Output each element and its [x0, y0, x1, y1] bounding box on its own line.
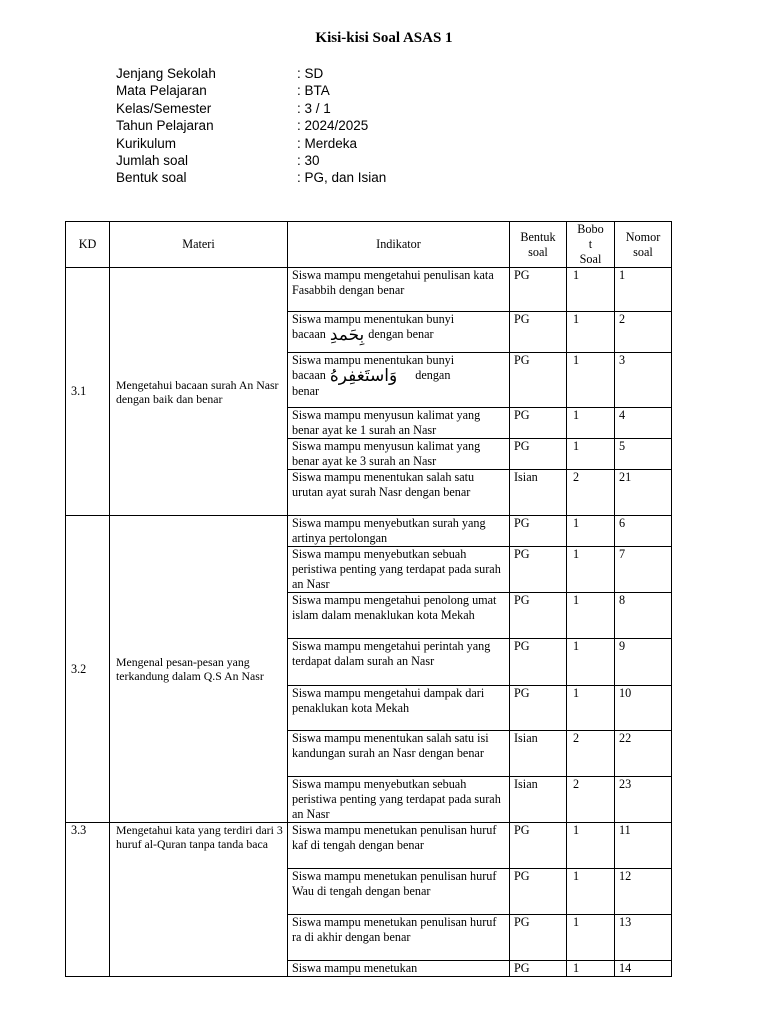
meta-value: : SD [297, 66, 324, 81]
bobot-cell: 1 [567, 593, 615, 639]
table-row [66, 268, 672, 312]
indikator-cell: Siswa mampu mengetahui perintah yang terdapat dalam surah an Nasr [288, 639, 510, 686]
indikator-cell: Siswa mampu menentukan salah satu isi kandungan surah an Nasr dengan benar [288, 731, 510, 777]
header-bobot: Bobo t Soal [567, 222, 615, 268]
meta-label: Jenjang Sekolah [116, 66, 216, 81]
nomor-cell: 2 [615, 312, 672, 353]
header-kd: KD [66, 222, 110, 268]
indikator-cell: Siswa mampu menyebutkan surah yang artinya pertolongan [288, 516, 510, 547]
nomor-cell: 13 [615, 915, 672, 961]
bobot-cell: 2 [567, 470, 615, 516]
bobot-cell: 1 [567, 516, 615, 547]
materi-cell: Mengetahui kata yang terdiri dari 3 huruf al-Quran tanpa tanda baca [110, 823, 288, 977]
indikator-cell: Siswa mampu menentukan bunyi bacaan وَاستَغفِرهُ dengan benar [288, 353, 510, 408]
bentuk-cell: PG [510, 915, 567, 961]
indikator-cell: Siswa mampu mengetahui penolong umat islam dalam menaklukan kota Mekah [288, 593, 510, 639]
bentuk-cell: Isian [510, 777, 567, 823]
indikator-cell: Siswa mampu menyusun kalimat yang benar ayat ke 1 surah an Nasr [288, 408, 510, 439]
bentuk-cell: PG [510, 961, 567, 977]
meta-label: Kurikulum [116, 135, 177, 151]
nomor-cell: 3 [615, 353, 672, 408]
bentuk-cell: Isian [510, 731, 567, 777]
meta-label: Bentuk soal [116, 170, 187, 186]
table-row [66, 516, 672, 547]
meta-value: : Merdeka [297, 135, 358, 151]
meta-row-bentuk [116, 169, 386, 186]
header-bentuk: Bentuk soal [510, 222, 567, 268]
kd-cell: 3.2 [66, 516, 110, 823]
bobot-cell: 1 [567, 915, 615, 961]
indikator-cell: Siswa mampu menentukan salah satu urutan ayat surah Nasr dengan benar [288, 470, 510, 516]
bentuk-cell: PG [510, 439, 567, 470]
materi-cell: Mengenal pesan-pesan yang terkandung dalam Q.S An Nasr [110, 516, 288, 823]
indikator-cell: Siswa mampu menyebutkan sebuah peristiwa penting yang terdapat pada surah an Nasr [288, 547, 510, 593]
nomor-cell: 12 [615, 869, 672, 915]
bentuk-cell: PG [510, 547, 567, 593]
meta-label: Tahun Pelajaran [116, 118, 214, 134]
document-title: Kisi-kisi Soal ASAS 1 [315, 30, 453, 46]
bentuk-cell: PG [510, 686, 567, 731]
bobot-cell: 1 [567, 268, 615, 312]
meta-label: Jumlah soal [116, 152, 189, 168]
nomor-cell: 4 [615, 408, 672, 439]
bentuk-cell: PG [510, 823, 567, 869]
bentuk-cell: PG [510, 268, 567, 312]
bobot-cell: 2 [567, 777, 615, 823]
nomor-cell: 7 [615, 547, 672, 593]
header-materi: Materi [110, 222, 288, 268]
materi-cell: Mengetahui bacaan surah An Nasr dengan baik dan benar [110, 268, 288, 516]
nomor-cell: 23 [615, 777, 672, 823]
bentuk-cell: Isian [510, 470, 567, 516]
indikator-cell: Siswa mampu mengetahui penulisan kata Fasabbih dengan benar [288, 268, 510, 312]
bobot-cell: 1 [567, 639, 615, 686]
bobot-cell: 1 [567, 686, 615, 731]
nomor-cell: 5 [615, 439, 672, 470]
bentuk-cell: PG [510, 869, 567, 915]
nomor-cell: 14 [615, 961, 672, 977]
indikator-cell: Siswa mampu menyusun kalimat yang benar ayat ke 3 surah an Nasr [288, 439, 510, 470]
kd-cell: 3.3 [66, 823, 110, 977]
nomor-cell: 8 [615, 593, 672, 639]
meta-row-kelas [116, 100, 386, 117]
nomor-cell: 6 [615, 516, 672, 547]
nomor-cell: 9 [615, 639, 672, 686]
meta-row-mapel [116, 82, 386, 99]
indikator-cell: Siswa mampu menetukan penulisan huruf ra di akhir dengan benar [288, 915, 510, 961]
nomor-cell: 22 [615, 731, 672, 777]
meta-row-jumlah [116, 152, 386, 169]
meta-value: : PG, dan Isian [297, 170, 387, 186]
bobot-cell: 1 [567, 408, 615, 439]
bobot-cell: 1 [567, 353, 615, 408]
bentuk-cell: PG [510, 408, 567, 439]
meta-label: Kelas/Semester [116, 100, 212, 116]
meta-value: : 2024/2025 [297, 118, 369, 134]
table-header-row [66, 222, 672, 268]
arabic-text: وَاستَغفِرهُ [329, 366, 398, 386]
indikator-cell: Siswa mampu mengetahui dampak dari penaklukan kota Mekah [288, 686, 510, 731]
bentuk-cell: PG [510, 639, 567, 686]
nomor-cell: 10 [615, 686, 672, 731]
bentuk-cell: PG [510, 516, 567, 547]
header-indikator: Indikator [288, 222, 510, 268]
indikator-cell: Siswa mampu menetukan [288, 961, 510, 977]
bobot-cell: 1 [567, 312, 615, 353]
bentuk-cell: PG [510, 312, 567, 353]
bentuk-cell: PG [510, 353, 567, 408]
bobot-cell: 1 [567, 869, 615, 915]
indikator-cell: Siswa mampu menetukan penulisan huruf Wau di tengah dengan benar [288, 869, 510, 915]
kisi-kisi-table [65, 221, 672, 977]
meta-value: : BTA [297, 83, 330, 99]
meta-value: : 30 [297, 152, 320, 168]
indikator-cell: Siswa mampu menetukan penulisan huruf kaf di tengah dengan benar [288, 823, 510, 869]
bobot-cell: 1 [567, 961, 615, 977]
meta-value: : 3 / 1 [297, 100, 331, 116]
kd-cell: 3.1 [66, 268, 110, 516]
table-row [66, 823, 672, 869]
nomor-cell: 11 [615, 823, 672, 869]
bentuk-cell: PG [510, 593, 567, 639]
indikator-cell: Siswa mampu menyebutkan sebuah peristiwa penting yang terdapat pada surah an Nasr [288, 777, 510, 823]
bobot-cell: 1 [567, 823, 615, 869]
bobot-cell: 2 [567, 731, 615, 777]
bobot-cell: 1 [567, 439, 615, 470]
nomor-cell: 1 [615, 268, 672, 312]
meta-label: Mata Pelajaran [116, 83, 207, 99]
arabic-text: بِحَمدِ [329, 325, 365, 345]
nomor-cell: 21 [615, 470, 672, 516]
meta-row-tahun [116, 117, 386, 134]
document-metadata [116, 65, 386, 187]
indikator-cell: Siswa mampu menentukan bunyi bacaan بِحَمدِ dengan benar [288, 312, 510, 353]
bobot-cell: 1 [567, 547, 615, 593]
meta-row-kurikulum [116, 135, 386, 152]
header-nomor: Nomor soal [615, 222, 672, 268]
meta-row-jenjang [116, 65, 386, 82]
